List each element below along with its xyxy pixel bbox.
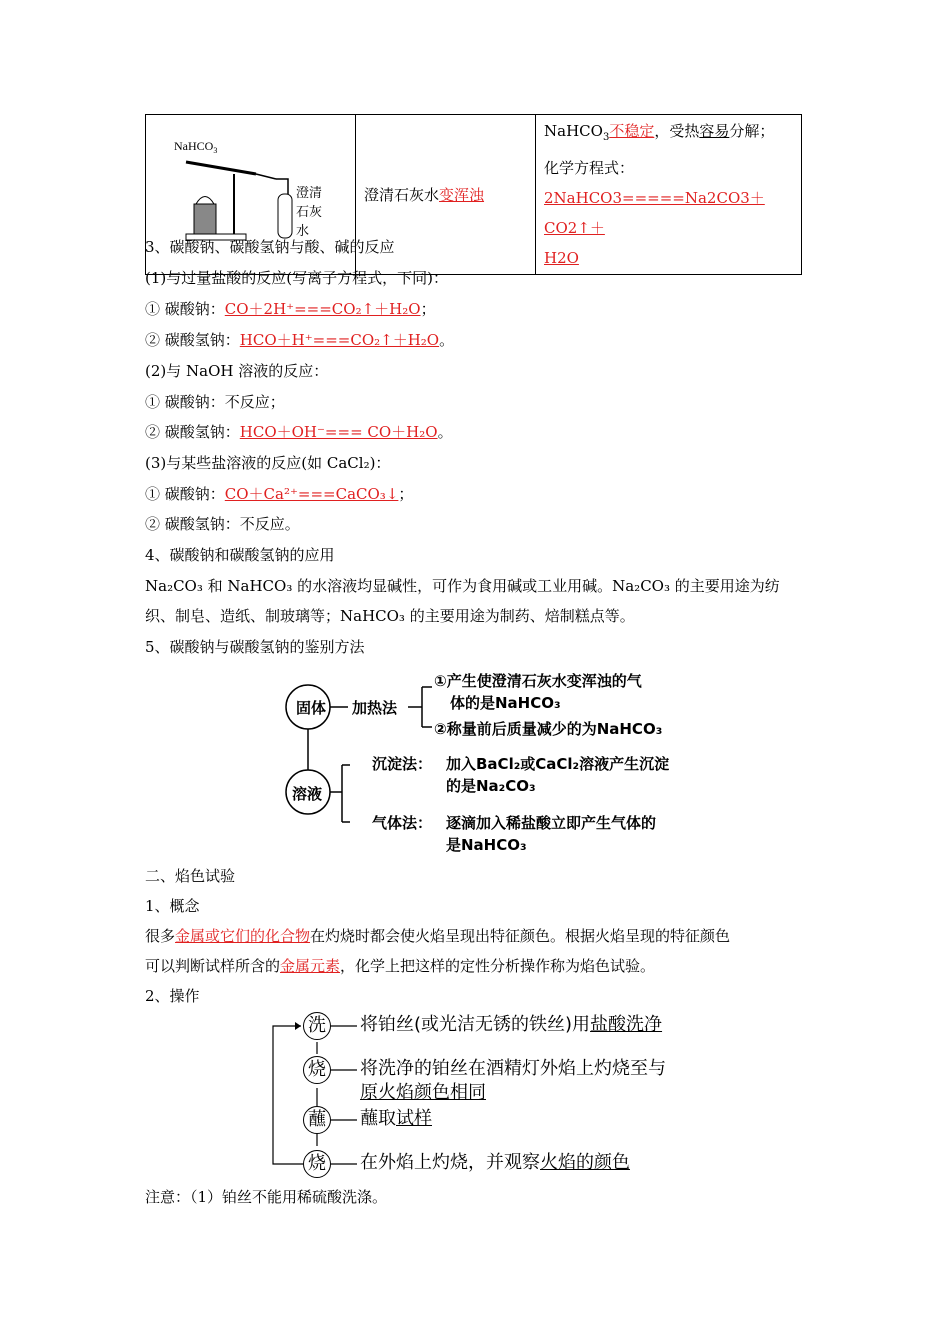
solution-node: 溶液 xyxy=(292,785,323,803)
conclusion-line: NaHCO$_3$不稳定，受热容易分解； xyxy=(544,122,775,143)
gas-text-b: 是NaHCO₃ xyxy=(446,836,527,854)
concept-answer-1: 金属或它们的化合物 xyxy=(175,927,311,945)
heat-option-1b: 体的是NaHCO₃ xyxy=(450,694,561,712)
apparatus-label: NaHCO$_3$ xyxy=(174,138,218,155)
easy-word: 容易 xyxy=(699,122,730,140)
sec3-q1b: ② 碳酸氢钠：HCO＋H⁺===CO₂↑＋H₂O。 xyxy=(145,331,455,349)
op-heading: 2、操作 xyxy=(145,987,200,1005)
sec3-heading: 3、碳酸钠、碳酸氢钠与酸、碱的反应 xyxy=(145,238,395,256)
step-text: 将洗净的铂丝在酒精灯外焰上灼烧至与 原火焰颜色相同 xyxy=(360,1058,666,1103)
tube-label-3: 水 xyxy=(296,223,310,239)
sec3-q2: (2)与 NaOH 溶液的反应： xyxy=(145,362,329,380)
equation-answer: 2NaHCO3=====Na2CO3＋CO2↑＋ xyxy=(544,189,765,237)
flame-heading: 二、焰色试验 xyxy=(145,867,236,885)
phenomenon-answer: 变浑浊 xyxy=(439,186,485,204)
step-text: 将铂丝(或光洁无锈的铁丝)用盐酸洗净 xyxy=(360,1014,663,1035)
step-circle: 烧 xyxy=(303,1150,331,1178)
step-text: 蘸取试样 xyxy=(360,1108,432,1129)
sec4-line1: Na₂CO₃ 和 NaHCO₃ 的水溶液均显碱性，可作为食用碱或工业用碱。Na₂CO₃ 的主要用途为纺 xyxy=(145,577,780,595)
sec3-q1a: ① 碳酸钠：CO＋2H⁺===CO₂↑＋H₂O； xyxy=(145,300,436,318)
heat-option-2: ②称量前后质量减少的为NaHCO₃ xyxy=(434,720,663,738)
heat-option-1a: ①产生使澄清石灰水变浑浊的气 xyxy=(434,672,642,690)
apparatus-diagram xyxy=(146,134,355,252)
concept-heading: 1、概念 xyxy=(145,897,200,915)
concept-answer-2: 金属元素 xyxy=(280,957,341,975)
gas-label: 气体法： xyxy=(372,814,433,832)
step-text: 在外焰上灼烧，并观察火焰的颜色 xyxy=(360,1152,630,1173)
note: 注意：（1）铂丝不能用稀硫酸洗涤。 xyxy=(145,1188,388,1206)
sec3-q2b: ② 碳酸氢钠：HCO＋OH⁻=== CO＋H₂O。 xyxy=(145,423,453,441)
sec3-q2a: ① 碳酸钠：不反应； xyxy=(145,393,285,411)
sec4-heading: 4、碳酸钠和碳酸氢钠的应用 xyxy=(145,546,335,564)
sec5-heading: 5、碳酸钠与碳酸氢钠的鉴别方法 xyxy=(145,638,365,656)
equation-answer-end: H2O xyxy=(544,249,579,267)
solid-node: 固体 xyxy=(296,699,327,717)
conclusion-cell xyxy=(536,115,802,275)
sec3-q3: (3)与某些盐溶液的反应(如 CaCl₂)： xyxy=(145,454,391,472)
equation-label: 化学方程式： xyxy=(544,159,635,177)
step-circle: 烧 xyxy=(303,1056,331,1084)
tube-label-1: 澄清 xyxy=(296,185,323,201)
sec3-q3b: ② 碳酸氢钠：不反应。 xyxy=(145,515,300,533)
precip-label: 沉淀法： xyxy=(372,755,433,773)
heat-method: 加热法 xyxy=(352,699,398,717)
phenomenon-prefix: 澄清石灰水 xyxy=(364,186,440,204)
tube-label-2: 石灰 xyxy=(296,204,323,220)
concept-line1: 很多金属或它们的化合物在灼烧时都会使火焰呈现出特征颜色。根据火焰呈现的特征颜色 xyxy=(145,927,731,945)
unstable-answer: 不稳定 xyxy=(609,122,655,140)
step-circle: 蘸 xyxy=(303,1106,331,1134)
sec3-q3a: ① 碳酸钠：CO＋Ca²⁺===CaCO₃↓； xyxy=(145,485,414,503)
concept-line2: 可以判断试样所含的金属元素，化学上把这样的定性分析操作称为焰色试验。 xyxy=(145,957,656,975)
sec3-q1: (1)与过量盐酸的反应(写离子方程式，下同)： xyxy=(145,269,448,287)
sec4-line2: 织、制皂、造纸、制玻璃等；NaHCO₃ 的主要用途为制药、焙制糕点等。 xyxy=(145,607,635,625)
step-circle: 洗 xyxy=(303,1012,331,1040)
precip-text-b: 的是Na₂CO₃ xyxy=(446,777,536,795)
gas-text-a: 逐滴加入稀盐酸立即产生气体的 xyxy=(446,814,657,832)
precip-text-a: 加入BaCl₂或CaCl₂溶液产生沉淀 xyxy=(446,755,670,773)
